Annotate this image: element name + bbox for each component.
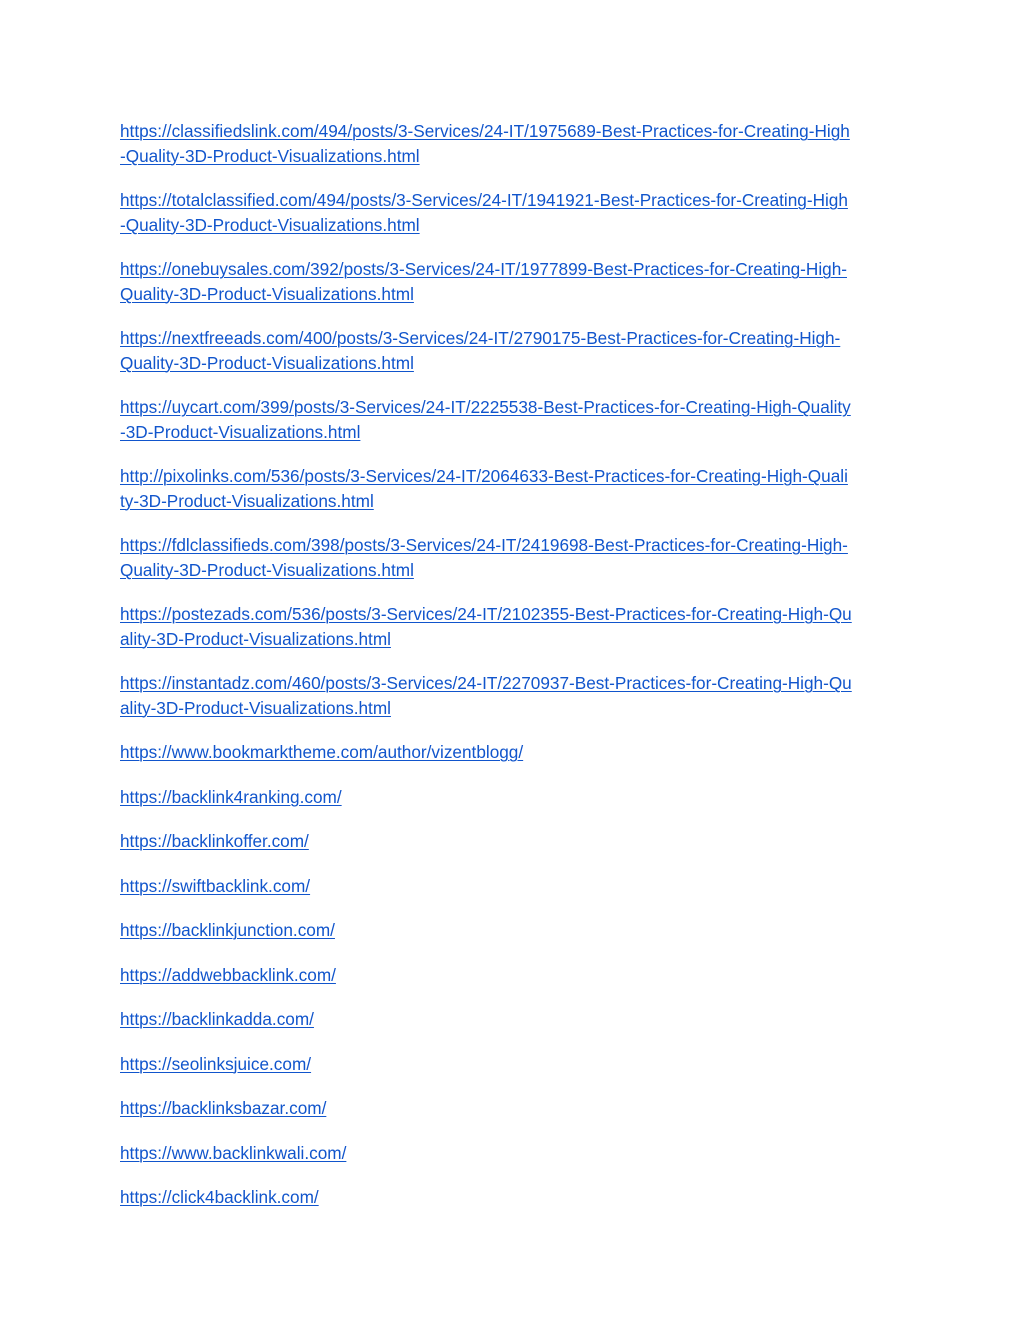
- link-text-line: ty-3D-Product-Visualizations.html: [120, 490, 374, 511]
- link-text-line: https://www.bookmarktheme.com/author/vizentblogg/: [120, 742, 524, 762]
- link-text-line: -Quality-3D-Product-Visualizations.html: [120, 214, 420, 235]
- hyperlink[interactable]: [120, 1096, 910, 1121]
- list-item: [120, 918, 910, 943]
- link-text-line: https://instantadz.com/460/posts/3-Services/24-IT/2270937-Best-Practices-for-Creating-High-Qu: [120, 673, 852, 693]
- hyperlink[interactable]: [120, 1185, 910, 1210]
- list-item: [120, 602, 910, 651]
- hyperlink[interactable]: [120, 829, 910, 854]
- link-text-line: Quality-3D-Product-Visualizations.html: [120, 352, 414, 373]
- link-text-line: Quality-3D-Product-Visualizations.html: [120, 559, 414, 580]
- hyperlink[interactable]: [120, 740, 910, 765]
- list-item: [120, 464, 910, 513]
- list-item: [120, 1052, 910, 1077]
- link-text-line: http://pixolinks.com/536/posts/3-Services/24-IT/2064633-Best-Practices-for-Creating-High-Quali: [120, 466, 848, 486]
- link-text-line: https://backlinkjunction.com/: [120, 920, 335, 940]
- link-text-line: https://backlink4ranking.com/: [120, 786, 342, 807]
- link-text-line: ality-3D-Product-Visualizations.html: [120, 628, 391, 649]
- link-text-line: https://postezads.com/536/posts/3-Services/24-IT/2102355-Best-Practices-for-Creating-High-Qu: [120, 604, 852, 624]
- hyperlink[interactable]: [120, 785, 910, 810]
- hyperlink[interactable]: [120, 918, 910, 943]
- hyperlink[interactable]: [120, 257, 910, 306]
- link-text-line: https://www.backlinkwali.com/: [120, 1142, 347, 1163]
- hyperlink[interactable]: [120, 671, 910, 720]
- list-item: [120, 785, 910, 810]
- list-item: [120, 874, 910, 899]
- link-text-line: https://nextfreeads.com/400/posts/3-Services/24-IT/2790175-Best-Practices-for-Creating-High-: [120, 328, 841, 348]
- hyperlink[interactable]: [120, 1141, 910, 1166]
- hyperlink[interactable]: [120, 874, 910, 899]
- link-text-line: https://backlinkadda.com/: [120, 1009, 314, 1029]
- hyperlink[interactable]: [120, 464, 910, 513]
- hyperlink[interactable]: [120, 1007, 910, 1032]
- link-list: [120, 119, 910, 1230]
- list-item: [120, 326, 910, 375]
- list-item: [120, 829, 910, 854]
- hyperlink[interactable]: [120, 188, 910, 237]
- list-item: [120, 1141, 910, 1166]
- link-text-line: https://click4backlink.com/: [120, 1187, 319, 1207]
- list-item: [120, 119, 910, 168]
- list-item: [120, 257, 910, 306]
- hyperlink[interactable]: [120, 326, 910, 375]
- link-text-line: Quality-3D-Product-Visualizations.html: [120, 283, 414, 304]
- link-text-line: https://swiftbacklink.com/: [120, 875, 311, 896]
- list-item: [120, 1185, 910, 1210]
- hyperlink[interactable]: [120, 395, 910, 444]
- hyperlink[interactable]: [120, 1052, 910, 1077]
- list-item: [120, 1007, 910, 1032]
- link-text-line: https://onebuysales.com/392/posts/3-Services/24-IT/1977899-Best-Practices-for-Creating-High-: [120, 259, 847, 279]
- list-item: [120, 188, 910, 237]
- hyperlink[interactable]: [120, 119, 910, 168]
- link-text-line: https://backlinkoffer.com/: [120, 831, 309, 851]
- link-text-line: https://classifiedslink.com/494/posts/3-Services/24-IT/1975689-Best-Practices-for-Creating-High: [120, 121, 850, 141]
- link-text-line: https://backlinksbazar.com/: [120, 1098, 327, 1118]
- link-text-line: https://uycart.com/399/posts/3-Services/24-IT/2225538-Best-Practices-for-Creating-High-Quality: [120, 397, 851, 417]
- link-text-line: https://fdlclassifieds.com/398/posts/3-Services/24-IT/2419698-Best-Practices-for-Creating-High-: [120, 535, 848, 555]
- link-text-line: https://seolinksjuice.com/: [120, 1053, 312, 1074]
- list-item: [120, 533, 910, 582]
- list-item: [120, 671, 910, 720]
- hyperlink[interactable]: [120, 533, 910, 582]
- link-text-line: https://addwebbacklink.com/: [120, 964, 336, 985]
- link-text-line: ality-3D-Product-Visualizations.html: [120, 697, 391, 718]
- link-text-line: -3D-Product-Visualizations.html: [120, 421, 361, 442]
- hyperlink[interactable]: [120, 602, 910, 651]
- list-item: [120, 1096, 910, 1121]
- link-text-line: https://totalclassified.com/494/posts/3-Services/24-IT/1941921-Best-Practices-for-Creating-High: [120, 190, 848, 210]
- hyperlink[interactable]: [120, 963, 910, 988]
- list-item: [120, 963, 910, 988]
- list-item: [120, 395, 910, 444]
- link-text-line: -Quality-3D-Product-Visualizations.html: [120, 145, 420, 166]
- list-item: [120, 740, 910, 765]
